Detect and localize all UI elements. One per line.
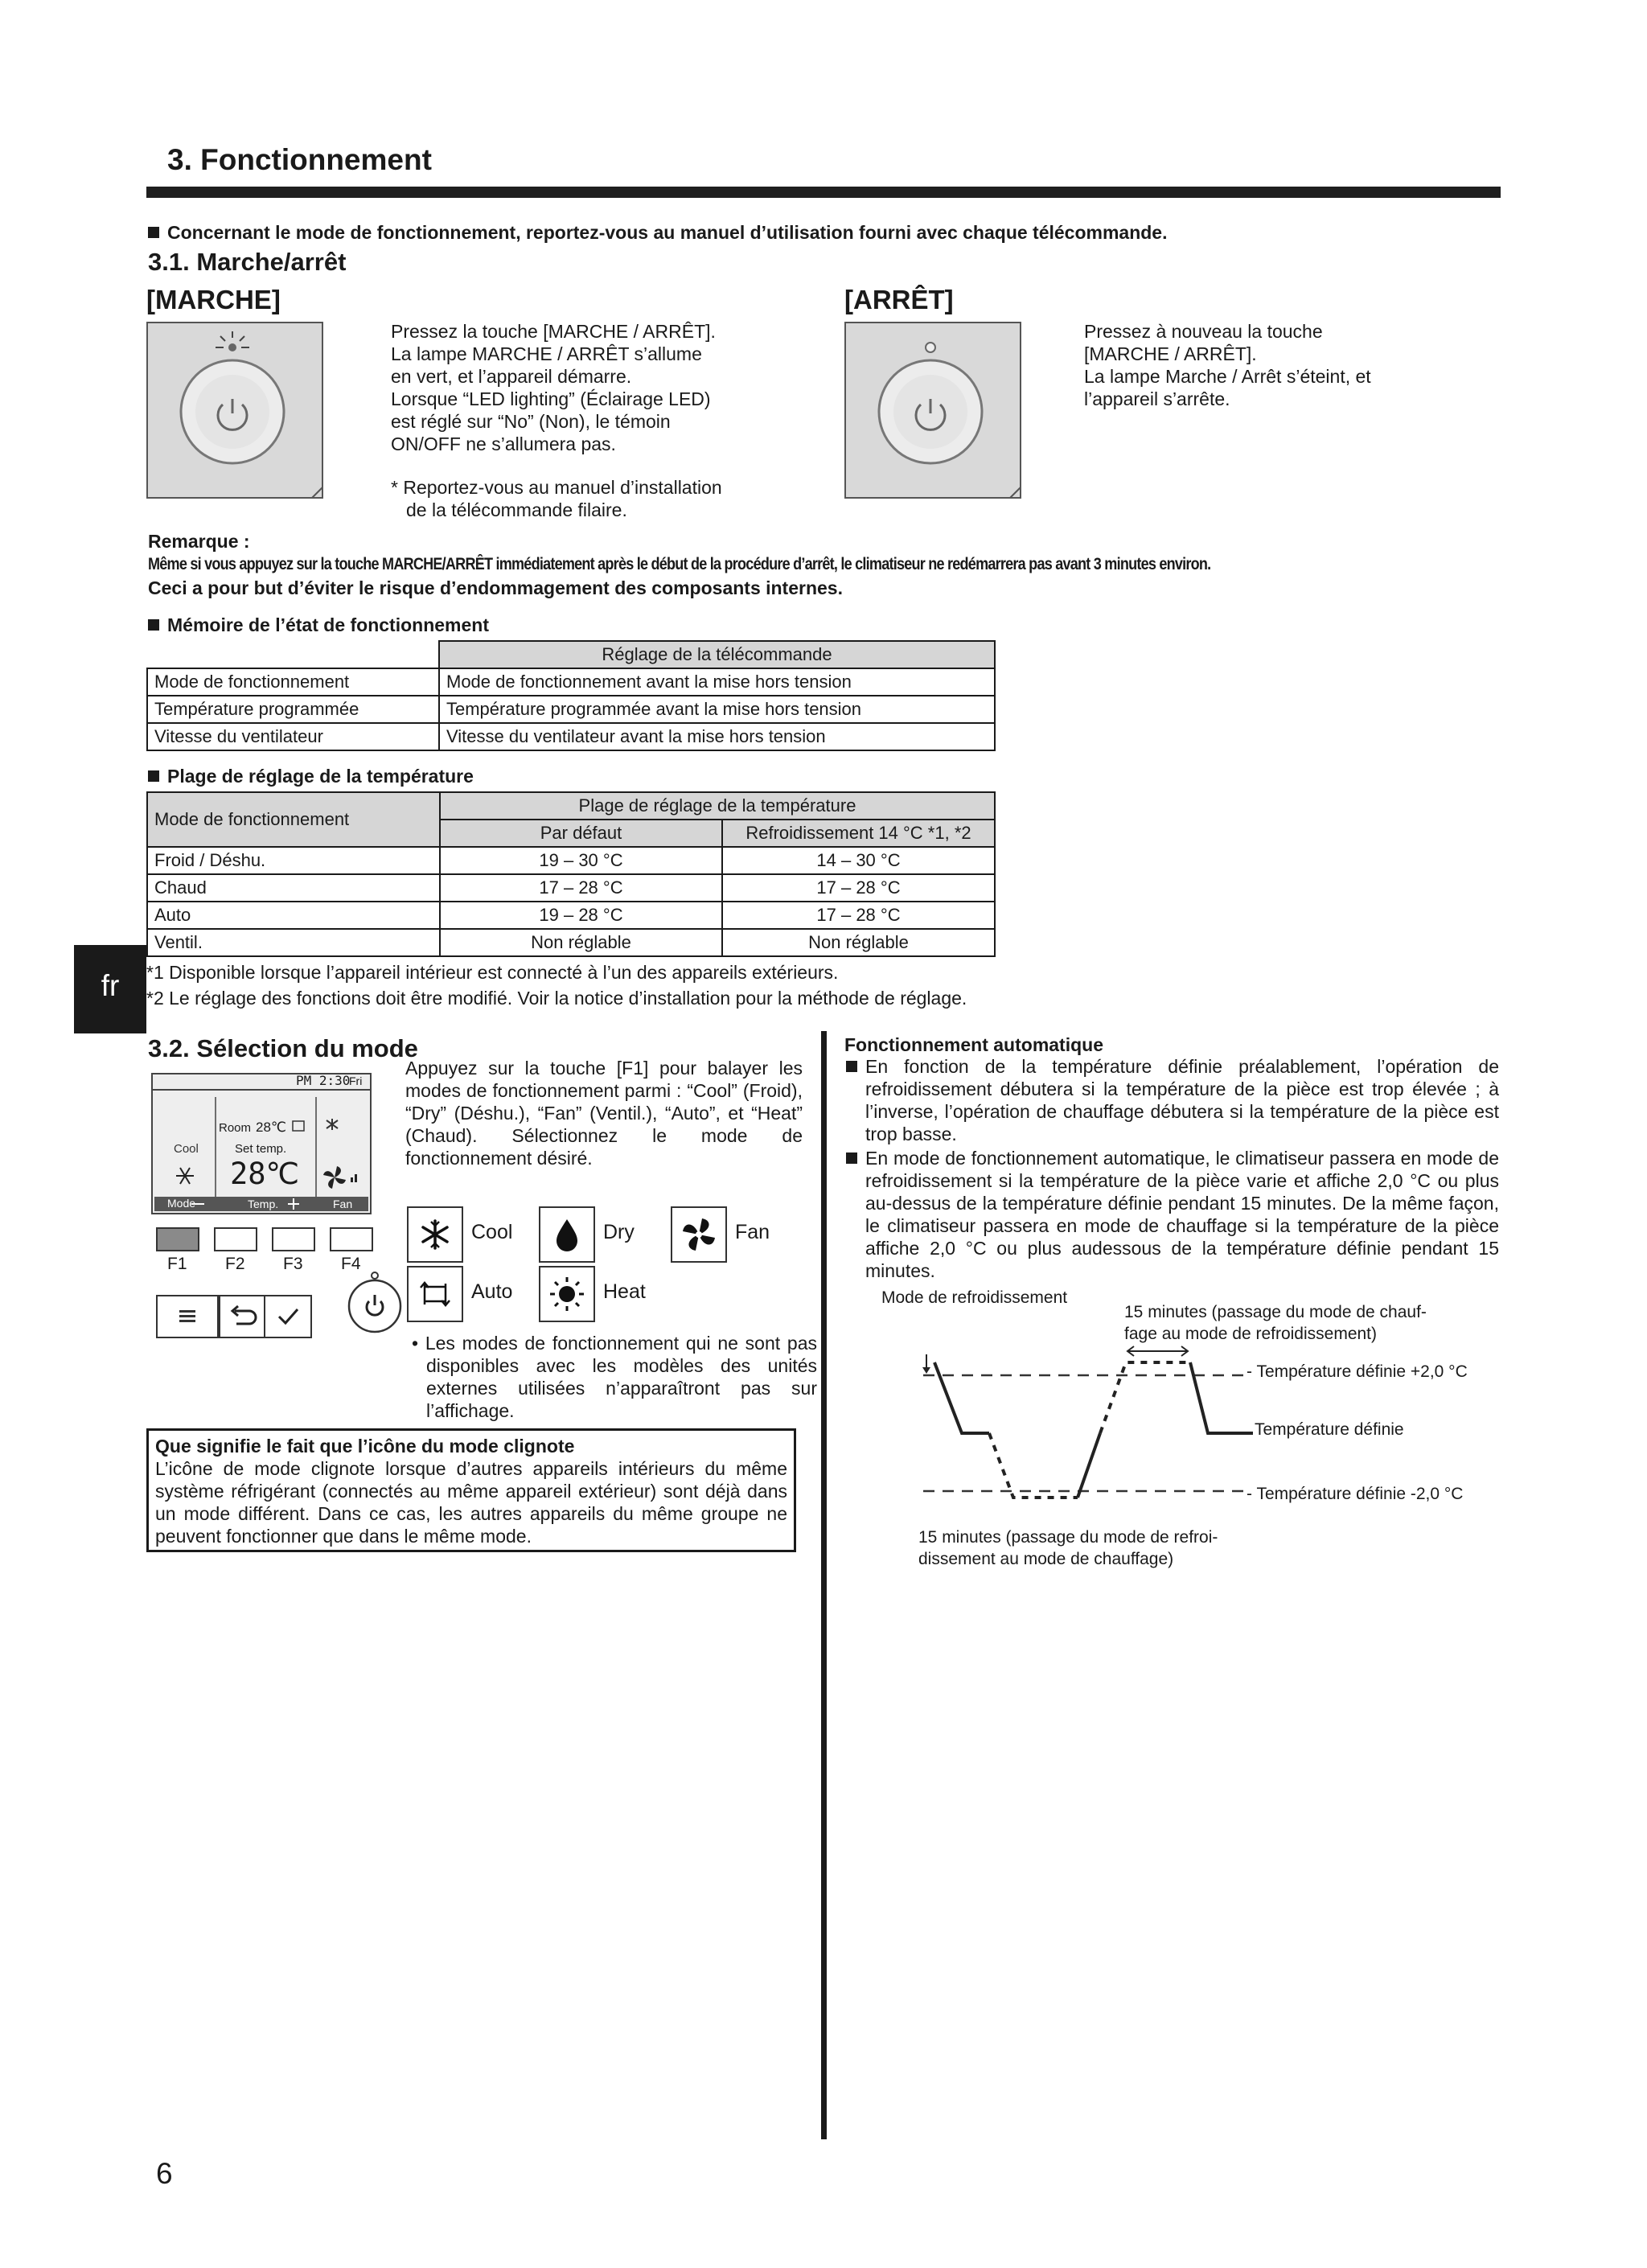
page-number: 6 — [156, 2157, 173, 2190]
table-header: Mode de fonctionnement — [147, 792, 440, 847]
auto-mode-icon — [407, 1266, 463, 1322]
return-button[interactable] — [219, 1295, 267, 1338]
diagram-top-note-line: 15 minutes (passage du mode de chauf- — [1124, 1303, 1427, 1321]
memory-title: Mémoire de l’état de fonctionnement — [167, 614, 489, 635]
auto-bullet-2 — [844, 1147, 1499, 1282]
table-row — [147, 723, 995, 750]
power-icon — [344, 1271, 405, 1335]
check-icon — [265, 1296, 310, 1337]
lcd-mode-text: Cool — [174, 1142, 199, 1156]
on-text-line: Pressez la touche [MARCHE / ARRÊT]. — [391, 321, 716, 342]
square-bullet-icon — [846, 1061, 857, 1072]
memory-title-line — [148, 614, 489, 636]
off-text — [1084, 320, 1486, 410]
f2-label: F2 — [225, 1255, 245, 1273]
table-header: Réglage de la télécommande — [439, 641, 995, 668]
auto-title: Fonctionnement automatique — [844, 1034, 1103, 1055]
fan-mode-label: Fan — [735, 1221, 770, 1243]
on-note-line: de la télécommande filaire. — [406, 499, 627, 520]
s32-description: Appuyez sur la touche [F1] pour balayer les modes de fonctionnement parmi : “Cool” (Froid), “Dry” (Déshu.), “Fan” (Ventil.), “Auto”, et “Heat” (Chaud). Sélectionnez le mode de fonctionnement désiré. — [405, 1058, 803, 1169]
table-cell: 17 – 28 °C — [722, 874, 995, 902]
mode-availability-note: • Les modes de fonctionnement qui ne sont pas disponibles avec les modèles des unités externes utilisées n’apparaîtront pas sur l’affichage. — [412, 1333, 817, 1421]
table-row — [147, 902, 995, 929]
remark-label: Remarque : — [148, 531, 250, 552]
table-cell: Auto — [147, 902, 440, 929]
auto-bullet-2-text: En mode de fonctionnement automatique, le climatiseur passera en mode de refroidissement si la température de la pièce varie et affiche 2,0 °C ou plus au-dessus de la température définie pendant 15 minutes. De la même façon, le climatiseur passera en mode de chauffage si la température de la pièce affiche 2,0 °C ou plus audessous de la température définie pendant 15 minutes. — [865, 1148, 1499, 1281]
temperature-diagram — [885, 1309, 1255, 1502]
table-cell: Non réglable — [440, 929, 722, 956]
diagram-mid-label: Température définie — [1255, 1420, 1404, 1439]
range-table — [146, 791, 996, 957]
lcd-bar-temp: Temp. — [248, 1198, 279, 1210]
lcd-set-label: Set temp. — [235, 1142, 287, 1156]
intro-note-line — [148, 222, 1168, 244]
range-title-line — [148, 766, 474, 787]
table-cell: 19 – 28 °C — [440, 902, 722, 929]
table-cell: Non réglable — [722, 929, 995, 956]
diagram-cool-label: Mode de refroidissement — [881, 1288, 1068, 1307]
diagram-bottom-note — [918, 1526, 1218, 1570]
on-heading: [MARCHE] — [146, 285, 281, 314]
table-header: Par défaut — [440, 820, 722, 847]
auto-mode-label: Auto — [471, 1280, 513, 1303]
column-divider — [821, 1031, 827, 2139]
return-icon — [220, 1296, 265, 1337]
memory-table — [146, 640, 996, 751]
on-text-line: en vert, et l’appareil démarre. — [391, 366, 632, 387]
diagram-top-note-line: fage au mode de refroidissement) — [1124, 1325, 1378, 1343]
table-row — [147, 874, 995, 902]
on-note-line: * Reportez-vous au manuel d’installation — [391, 477, 722, 498]
auto-bullet-1-text: En fonction de la température définie préalablement, l’opération de refroidissement débutera si la température de la pièce est trop élevée ; à l’inverse, l’opération de chauffage débutera si la température de la pièce est trop basse. — [865, 1056, 1499, 1144]
table-cell: Température programmée — [147, 696, 439, 723]
remark-line2: Ceci a pour but d’éviter le risque d’endommagement des composants internes. — [148, 577, 843, 598]
table-cell: 17 – 28 °C — [440, 874, 722, 902]
square-bullet-icon — [846, 1152, 857, 1164]
table-cell: Mode de fonctionnement — [147, 668, 439, 696]
table-cell: Vitesse du ventilateur avant la mise hors tension — [439, 723, 995, 750]
heat-mode-label: Heat — [603, 1280, 646, 1303]
on-text-line: est réglé sur “No” (Non), le témoin — [391, 411, 671, 432]
range-title: Plage de réglage de la température — [167, 766, 474, 787]
footnote-1: *1 Disponible lorsque l’appareil intérieur est connecté à l’un des appareils extérieurs. — [146, 962, 839, 983]
lcd-bar-mode: Mode — [167, 1197, 196, 1210]
table-header: Plage de réglage de la température — [440, 792, 995, 820]
menu-icon — [158, 1296, 217, 1337]
diagram-bottom-note-line: 15 minutes (passage du mode de refroi- — [918, 1528, 1218, 1547]
lcd-set-temp: 28℃ — [230, 1157, 300, 1191]
off-text-line: [MARCHE / ARRÊT]. — [1084, 343, 1257, 364]
section-title: 3. Fonctionnement — [167, 143, 432, 176]
blink-info-box — [146, 1428, 796, 1552]
on-text-line: ON/OFF ne s’allumera pas. — [391, 433, 616, 454]
footnote-2: *2 Le réglage des fonctions doit être modifié. Voir la notice d’installation pour la méthode de réglage. — [146, 988, 967, 1009]
off-text-line: La lampe Marche / Arrêt s’éteint, et — [1084, 366, 1371, 387]
lcd-bar-fan: Fan — [333, 1198, 353, 1210]
fan-mode-icon — [671, 1206, 727, 1263]
off-text-line: l’appareil s’arrête. — [1084, 388, 1230, 409]
table-row — [147, 696, 995, 723]
s32-title: 3.2. Sélection du mode — [148, 1034, 418, 1062]
menu-button[interactable] — [156, 1295, 219, 1338]
table-row — [147, 668, 995, 696]
auto-bullet-1 — [844, 1055, 1499, 1145]
cool-mode-label: Cool — [471, 1221, 513, 1243]
on-text — [391, 320, 793, 521]
lcd-time: PM 2:30 — [296, 1073, 351, 1088]
off-button-illustration — [844, 322, 1021, 499]
square-bullet-icon — [148, 227, 159, 238]
f4-label: F4 — [341, 1255, 361, 1273]
square-bullet-icon — [148, 619, 159, 631]
diagram-bottom-note-line: dissement au mode de chauffage) — [918, 1550, 1174, 1568]
diagram-upper-label: - Température définie +2,0 °C — [1247, 1362, 1468, 1381]
table-cell: 17 – 28 °C — [722, 902, 995, 929]
table-cell: Vitesse du ventilateur — [147, 723, 439, 750]
table-row — [147, 847, 995, 874]
language-tab-label: fr — [101, 969, 120, 1002]
table-cell — [147, 641, 439, 668]
table-cell: Température programmée avant la mise hors tension — [439, 696, 995, 723]
table-header: Refroidissement 14 °C *1, *2 — [722, 820, 995, 847]
remark-line1: Même si vous appuyez sur la touche MARCHE/ARRÊT immédiatement après le début de la procédure d’arrêt, le climatiseur ne redémarrera pas avant 3 minutes environ. — [148, 555, 1211, 573]
off-heading: [ARRÊT] — [844, 285, 954, 314]
heat-mode-icon — [539, 1266, 595, 1322]
table-cell: 19 – 30 °C — [440, 847, 722, 874]
cool-mode-icon — [407, 1206, 463, 1263]
f3-label: F3 — [283, 1255, 303, 1273]
confirm-button[interactable] — [264, 1295, 312, 1338]
lcd-day: Fri — [349, 1074, 363, 1087]
f3-key[interactable] — [272, 1227, 315, 1251]
f4-key[interactable] — [330, 1227, 373, 1251]
table-cell: Chaud — [147, 874, 440, 902]
table-cell: Froid / Déshu. — [147, 847, 440, 874]
language-tab — [74, 945, 146, 1033]
f1-label: F1 — [167, 1255, 187, 1273]
off-text-line: Pressez à nouveau la touche — [1084, 321, 1323, 342]
on-text-line: Lorsque “LED lighting” (Éclairage LED) — [391, 388, 711, 409]
lcd-room-label: Room — [219, 1121, 252, 1135]
on-button-illustration — [146, 322, 323, 499]
header-rule — [146, 187, 1501, 198]
square-bullet-icon — [148, 770, 159, 782]
remote-lcd — [151, 1073, 372, 1214]
table-cell: Mode de fonctionnement avant la mise hors tension — [439, 668, 995, 696]
lcd-room-temp: 28℃ — [256, 1120, 287, 1135]
s31-title: 3.1. Marche/arrêt — [148, 248, 347, 276]
diagram-lower-label: - Température définie -2,0 °C — [1247, 1485, 1464, 1503]
blink-text: L’icône de mode clignote lorsque d’autres appareils intérieurs du même système réfrigérant (connectés au même appareil extérieur) sont déjà dans un mode différent. Dans ce cas, les autres appareils du même groupe ne peuvent fonctionner que dans le même mode. — [155, 1458, 787, 1547]
on-text-line: La lampe MARCHE / ARRÊT s’allume — [391, 343, 702, 364]
table-row — [147, 929, 995, 956]
dry-mode-label: Dry — [603, 1221, 635, 1243]
dry-mode-icon — [539, 1206, 595, 1263]
table-cell: 14 – 30 °C — [722, 847, 995, 874]
f1-key[interactable] — [156, 1227, 199, 1251]
table-cell: Ventil. — [147, 929, 440, 956]
blink-title: Que signifie le fait que l’icône du mode clignote — [155, 1436, 575, 1457]
intro-note: Concernant le mode de fonctionnement, reportez-vous au manuel d’utilisation fourni avec chaque télécommande. — [167, 222, 1168, 243]
power-button[interactable] — [344, 1271, 405, 1335]
f2-key[interactable] — [214, 1227, 257, 1251]
